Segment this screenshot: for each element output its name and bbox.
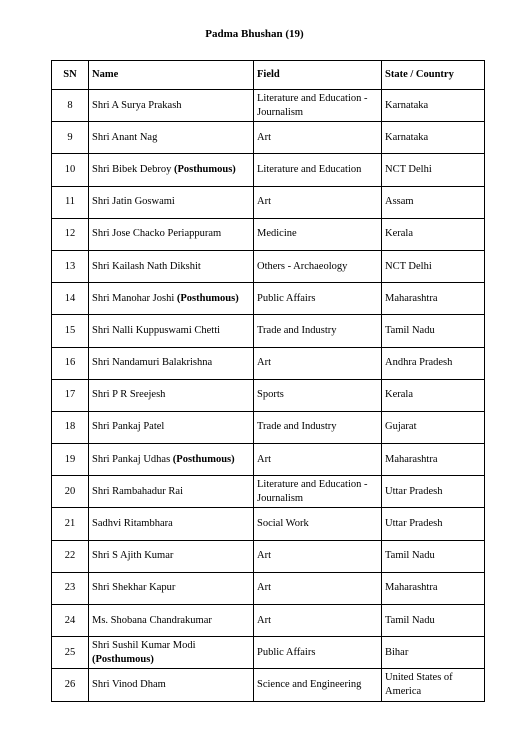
- cell-field: Trade and Industry: [254, 315, 382, 347]
- cell-sn: 22: [52, 540, 89, 572]
- cell-state: Maharashtra: [382, 572, 485, 604]
- table-row: [52, 250, 485, 282]
- cell-state: Gujarat: [382, 411, 485, 443]
- cell-field: Others - Archaeology: [254, 250, 382, 282]
- cell-field: Art: [254, 186, 382, 218]
- cell-field: Literature and Education - Journalism: [254, 476, 382, 508]
- cell-field: Art: [254, 605, 382, 637]
- table-row: [52, 154, 485, 186]
- cell-sn: 23: [52, 572, 89, 604]
- awardee-name: Shri Pankaj Udhas: [92, 453, 171, 465]
- cell-sn: 8: [52, 90, 89, 122]
- cell-state: Tamil Nadu: [382, 605, 485, 637]
- awardee-name: Shri S Ajith Kumar: [92, 550, 174, 562]
- cell-state: Maharashtra: [382, 283, 485, 315]
- cell-sn: 25: [52, 637, 89, 669]
- table-row: [52, 476, 485, 508]
- cell-state: NCT Delhi: [382, 154, 485, 186]
- cell-sn: 12: [52, 218, 89, 250]
- header-sn: SN: [52, 61, 89, 90]
- posthumous-tag: (Posthumous): [176, 292, 239, 304]
- table-row: [52, 637, 485, 669]
- cell-sn: 21: [52, 508, 89, 540]
- cell-field: Art: [254, 122, 382, 154]
- cell-name: [89, 347, 254, 379]
- awardee-name: Shri Vinod Dham: [92, 678, 166, 690]
- cell-name: [89, 411, 254, 443]
- cell-name: [89, 605, 254, 637]
- cell-field: Medicine: [254, 218, 382, 250]
- table-row: [52, 444, 485, 476]
- cell-state: Andhra Pradesh: [382, 347, 485, 379]
- table-row: [52, 283, 485, 315]
- cell-sn: 15: [52, 315, 89, 347]
- cell-field: Art: [254, 540, 382, 572]
- table-row: [52, 411, 485, 443]
- awardee-name: Ms. Shobana Chandrakumar: [92, 614, 212, 626]
- cell-sn: 10: [52, 154, 89, 186]
- cell-state: NCT Delhi: [382, 250, 485, 282]
- cell-state: Karnataka: [382, 122, 485, 154]
- cell-name: [89, 218, 254, 250]
- cell-field: Public Affairs: [254, 637, 382, 669]
- cell-name: [89, 669, 254, 701]
- cell-sn: 20: [52, 476, 89, 508]
- cell-name: [89, 90, 254, 122]
- table-row: [52, 572, 485, 604]
- table-row: [52, 605, 485, 637]
- cell-sn: 24: [52, 605, 89, 637]
- table-row: [52, 508, 485, 540]
- header-name: Name: [89, 61, 254, 90]
- cell-field: Trade and Industry: [254, 411, 382, 443]
- table-row: [52, 186, 485, 218]
- cell-state: Tamil Nadu: [382, 315, 485, 347]
- cell-sn: 17: [52, 379, 89, 411]
- cell-state: Assam: [382, 186, 485, 218]
- cell-name: [89, 283, 254, 315]
- cell-field: Literature and Education - Journalism: [254, 90, 382, 122]
- cell-field: Art: [254, 572, 382, 604]
- posthumous-tag: (Posthumous): [172, 453, 235, 465]
- cell-state: Maharashtra: [382, 444, 485, 476]
- posthumous-tag: (Posthumous): [173, 163, 236, 175]
- cell-name: [89, 122, 254, 154]
- cell-state: Uttar Pradesh: [382, 508, 485, 540]
- cell-name: [89, 379, 254, 411]
- cell-sn: 16: [52, 347, 89, 379]
- awardee-name: Shri Anant Nag: [92, 131, 158, 143]
- cell-state: United States of America: [382, 669, 485, 701]
- awardee-name: Shri Nandamuri Balakrishna: [92, 357, 213, 369]
- table-row: [52, 347, 485, 379]
- page-title: Padma Bhushan (19): [205, 28, 304, 40]
- awardee-name: Shri Manohar Joshi: [92, 292, 175, 304]
- cell-field: Literature and Education: [254, 154, 382, 186]
- awardee-name: Shri Jose Chacko Periappuram: [92, 228, 222, 240]
- cell-name: [89, 637, 254, 669]
- cell-sn: 18: [52, 411, 89, 443]
- cell-field: Sports: [254, 379, 382, 411]
- header-field: Field: [254, 61, 382, 90]
- awardee-name: Shri Rambahadur Rai: [92, 485, 183, 497]
- cell-sn: 11: [52, 186, 89, 218]
- awardee-name: Shri Nalli Kuppuswami Chetti: [92, 324, 221, 336]
- cell-sn: 19: [52, 444, 89, 476]
- cell-state: Kerala: [382, 218, 485, 250]
- awardee-name: Shri Pankaj Patel: [92, 421, 165, 433]
- cell-state: Karnataka: [382, 90, 485, 122]
- cell-name: [89, 540, 254, 572]
- cell-state: Tamil Nadu: [382, 540, 485, 572]
- cell-name: [89, 186, 254, 218]
- table-row: [52, 669, 485, 701]
- cell-name: [89, 508, 254, 540]
- awardees-table: [51, 60, 485, 702]
- cell-sn: 13: [52, 250, 89, 282]
- cell-field: Public Affairs: [254, 283, 382, 315]
- posthumous-tag: (Posthumous): [92, 653, 154, 665]
- table-row: [52, 122, 485, 154]
- header-state: State / Country: [382, 61, 485, 90]
- cell-name: [89, 572, 254, 604]
- cell-state: Uttar Pradesh: [382, 476, 485, 508]
- cell-field: Science and Engineering: [254, 669, 382, 701]
- awardee-name: Shri Shekhar Kapur: [92, 582, 176, 594]
- cell-name: [89, 250, 254, 282]
- table-row: [52, 315, 485, 347]
- awardee-name: Shri P R Sreejesh: [92, 389, 166, 401]
- cell-state: Bihar: [382, 637, 485, 669]
- cell-field: Art: [254, 444, 382, 476]
- table-row: [52, 379, 485, 411]
- cell-name: [89, 444, 254, 476]
- table-row: [52, 90, 485, 122]
- cell-sn: 9: [52, 122, 89, 154]
- cell-sn: 14: [52, 283, 89, 315]
- cell-name: [89, 154, 254, 186]
- awardee-name: Sadhvi Ritambhara: [92, 518, 173, 530]
- awardee-name: Shri A Surya Prakash: [92, 99, 182, 111]
- table-header-row: [52, 61, 485, 90]
- awardee-name: Shri Bibek Debroy: [92, 163, 172, 175]
- awardee-name: Shri Jatin Goswami: [92, 196, 175, 208]
- cell-sn: 26: [52, 669, 89, 701]
- awardee-name: Shri Kailash Nath Dikshit: [92, 260, 201, 272]
- cell-name: [89, 315, 254, 347]
- awardee-name: Shri Sushil Kumar Modi: [92, 639, 196, 651]
- table-row: [52, 218, 485, 250]
- cell-field: Art: [254, 347, 382, 379]
- cell-state: Kerala: [382, 379, 485, 411]
- cell-name: [89, 476, 254, 508]
- cell-field: Social Work: [254, 508, 382, 540]
- table-row: [52, 540, 485, 572]
